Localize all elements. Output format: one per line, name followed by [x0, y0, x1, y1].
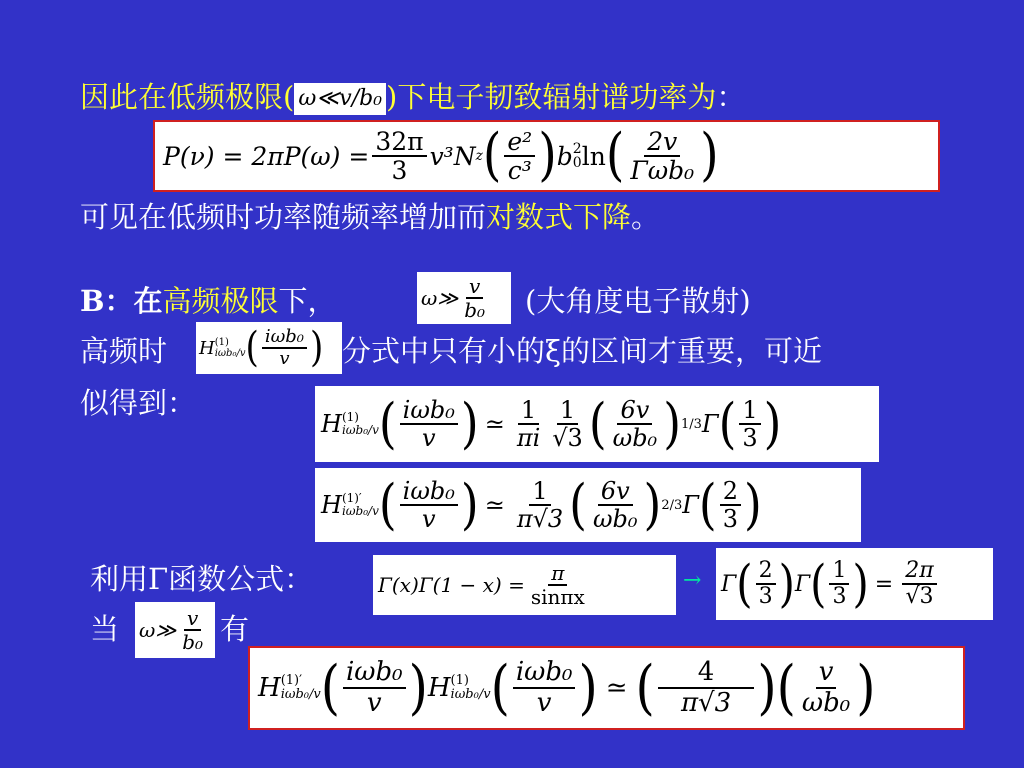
- formula1-mid: v³N: [429, 141, 476, 171]
- line2-post: 。: [631, 200, 661, 234]
- formula-hankel-approx-1: H (1) iωb₀/v ( $\frac{\text{iωb₀}}{v}$ ) ≃ $\frac{1}{\pi i}$ $\frac{1}{√3}$ ( $\frac{6v}{\text{ωb₀}}$ ) 1/3 Γ ( $\frac{1}{3}$ ): [315, 386, 879, 462]
- inline-formula-low-freq-condition: [294, 83, 386, 115]
- line1-text-post: )下电子韧致辐射谱功率为: [386, 80, 717, 114]
- line5-text: 似得到：: [80, 386, 197, 420]
- line3-paren-text: (大角度电子散射): [525, 284, 751, 318]
- line3-parenthetical: [525, 284, 751, 318]
- paren-left: (: [482, 122, 502, 189]
- formula1-ln: ln: [581, 141, 606, 171]
- inline-formula-when-condition: ω≫ $\frac{v}{\text{b₀}}$: [135, 602, 215, 658]
- line1-text: 因此在低频极限(: [80, 80, 295, 114]
- formula1-lhs: P(ν) = 2πP(ω) =: [163, 141, 370, 171]
- paren-right: ): [538, 122, 557, 189]
- right-arrow-icon: →: [683, 568, 702, 593]
- line7-post-text: 有: [220, 612, 250, 646]
- formula1-frac2: $\frac{\text{e²}}{\text{c³}}$: [504, 128, 535, 185]
- line7-pre: 当: [90, 612, 120, 646]
- line2-text: 可见在低频时功率随频率增加而: [80, 200, 487, 234]
- line3-post: 下，: [278, 284, 337, 318]
- formula-spectral-power: P(ν) = 2πP(ω) = $\frac{32\pi}{3}$ v³N z ( $\frac{\text{e²}}{\text{c³}}$ ) b 2 0 ln ( $\frac{2v}{\text{Γωb₀}}$ ): [153, 120, 940, 192]
- cond-frac: $\frac{v}{\text{b₀}}$: [464, 274, 486, 322]
- formula1-b0: b: [556, 141, 573, 171]
- formula1-coef: $\frac{32\pi}{3}$: [372, 128, 426, 185]
- line-approximation: [80, 386, 196, 420]
- line-gamma-formula: [90, 562, 313, 596]
- line3-label: B：在: [80, 284, 163, 318]
- formula1-mid-sub: z: [475, 148, 483, 164]
- formula-gamma-reflection: Γ(x)Γ(1 − x) = $\frac{\pi}{\sin\pi x}$: [373, 555, 676, 615]
- line-log-decrease: [80, 200, 660, 234]
- paren-left: (: [605, 122, 625, 189]
- inline-formula-hankel: H (1) iωb₀/v ( $\frac{\text{iωb₀}}{v}$ ): [196, 322, 342, 374]
- line4-pre: 高频时: [80, 334, 168, 368]
- line4-post: 分式中只有小的ξ的区间才重要，可近: [342, 334, 822, 368]
- line-high-freq-text: [80, 334, 167, 368]
- formula1-frac3: $\frac{2v}{\text{Γωb₀}}$: [630, 126, 695, 185]
- formula-hankel-product: H (1)′ iωb₀/v ( $\frac{\text{iωb₀}}{v}$ ) H (1) iωb₀/v ( $\frac{\text{iωb₀}}{v}$ ) ≃ ( $\frac{4}{\pi√3}$ ) ( $\frac{v}{\text{ωb₀}}$ ): [248, 646, 965, 730]
- line-low-freq-intro: [80, 80, 745, 115]
- formula-gamma-product: Γ ( $\frac{2}{3}$ ) Γ ( $\frac{1}{3}$ ) = $\frac{2\pi}{√3}$: [716, 548, 993, 620]
- line1-colon: ：: [716, 80, 746, 114]
- line3-highlight: 高频极限: [162, 284, 279, 318]
- paren-right: ): [700, 122, 719, 189]
- line6-text: 利用Γ函数公式：: [90, 562, 314, 596]
- line-when: [90, 612, 119, 646]
- inline-formula-high-freq-condition: [417, 272, 511, 324]
- line2-highlight: 对数式下降: [486, 200, 632, 234]
- low-freq-condition: ω≪v/b₀: [298, 86, 383, 111]
- cond-lhs: ω≫: [421, 286, 459, 310]
- formula-hankel-approx-2: H (1)′ iωb₀/v ( $\frac{\text{iωb₀}}{v}$ ) ≃ $\frac{1}{\pi√3}$ ( $\frac{6v}{\text{ωb₀}}$ ) 2/3 Γ ( $\frac{2}{3}$ ): [315, 468, 861, 542]
- line-high-freq-limit: [80, 284, 337, 318]
- line4-post-text: [342, 334, 822, 368]
- line7-post: [220, 612, 249, 646]
